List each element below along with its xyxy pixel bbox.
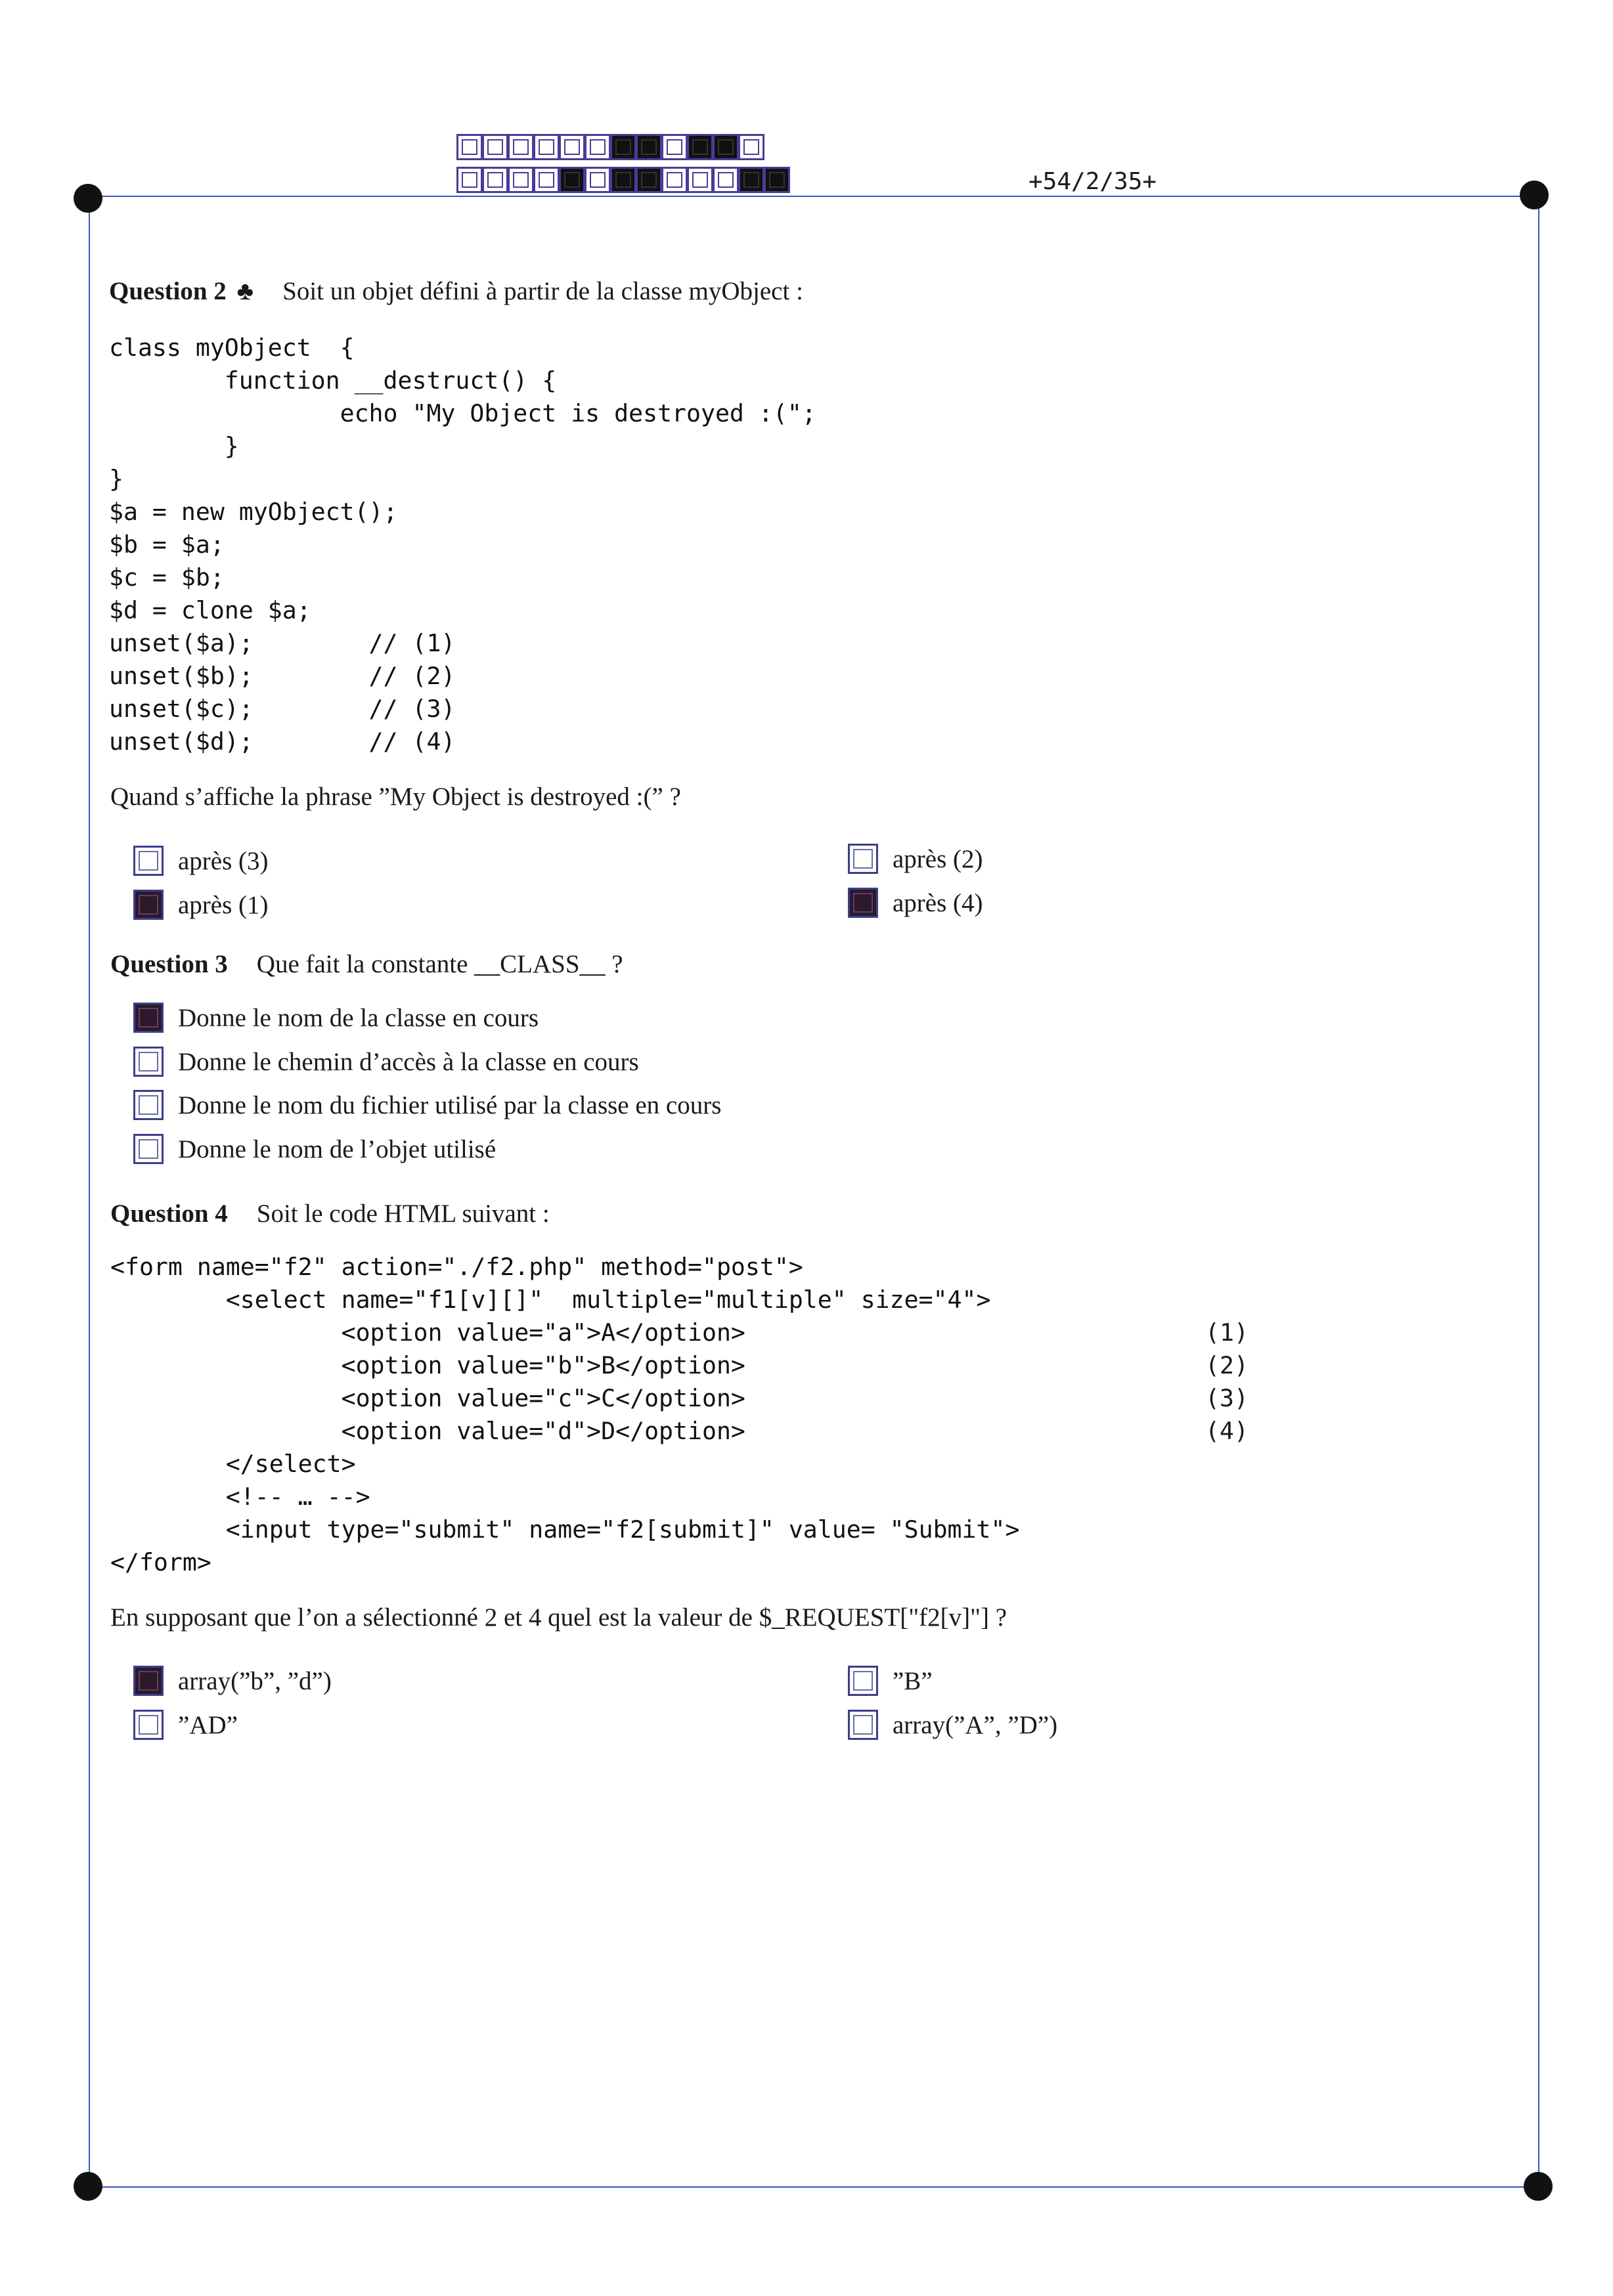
- code-cell: [533, 167, 560, 193]
- code-cell: [456, 167, 483, 193]
- code-cell: [687, 167, 713, 193]
- answer-label: après (4): [893, 888, 983, 917]
- answer-label: Donne le nom de la classe en cours: [178, 1003, 539, 1032]
- code-cell: [636, 134, 662, 160]
- frame-top-line: [89, 196, 1534, 197]
- line-marker-3: (3): [1205, 1384, 1248, 1412]
- q4-answer-4[interactable]: [848, 1710, 1057, 1740]
- answer-label: ”AD”: [178, 1710, 238, 1739]
- code-cell: [661, 167, 688, 193]
- answer-label: array(”b”, ”d”): [178, 1666, 332, 1695]
- code-cell: [738, 167, 764, 193]
- q3-answer-2[interactable]: [133, 1047, 639, 1077]
- q2-answer-3[interactable]: [848, 844, 983, 874]
- q2-answer-2[interactable]: [133, 890, 269, 920]
- question-4-text: Soit le code HTML suivant :: [256, 1200, 550, 1228]
- question-2-heading: [109, 276, 803, 306]
- binary-code-row-top: [456, 134, 764, 160]
- code-cell: [533, 134, 560, 160]
- answer-label: Donne le chemin d’accès à la classe en cours: [178, 1047, 639, 1076]
- code-cell: [585, 167, 611, 193]
- q4-answer-2[interactable]: [133, 1710, 238, 1740]
- checkbox[interactable]: [133, 1003, 164, 1033]
- checkbox[interactable]: [133, 1134, 164, 1164]
- answer-label: ”B”: [893, 1666, 933, 1695]
- checkbox[interactable]: [133, 1666, 164, 1696]
- question-4-prompt: En supposant que l’on a sélectionné 2 et 4 quel est la valeur de $_REQUEST["f2[v]"] ?: [110, 1603, 1007, 1632]
- code-cell: [610, 134, 636, 160]
- checkbox[interactable]: [848, 1666, 878, 1696]
- q4-answer-3[interactable]: [848, 1666, 933, 1696]
- checkbox[interactable]: [133, 1090, 164, 1120]
- checkbox[interactable]: [848, 1710, 878, 1740]
- answer-label: après (2): [893, 844, 983, 873]
- code-cell: [482, 134, 508, 160]
- question-3-heading: [110, 949, 623, 979]
- question-2-label: Question 2 ♣: [109, 277, 254, 305]
- line-marker-2: (2): [1205, 1351, 1248, 1379]
- checkbox[interactable]: [133, 890, 164, 920]
- answer-label: après (1): [178, 890, 269, 919]
- answer-label: Donne le nom du fichier utilisé par la classe en cours: [178, 1091, 722, 1119]
- q2-answer-4[interactable]: [848, 888, 983, 918]
- q3-answer-4[interactable]: [133, 1134, 496, 1164]
- code-cell: [508, 134, 534, 160]
- question-2-text: Soit un objet défini à partir de la classe myObject :: [282, 277, 803, 305]
- q4-answer-1[interactable]: [133, 1666, 332, 1696]
- q2-answer-1[interactable]: [133, 846, 269, 876]
- checkbox[interactable]: [133, 1047, 164, 1077]
- checkbox[interactable]: [133, 846, 164, 876]
- line-marker-1: (1): [1205, 1318, 1248, 1347]
- code-cell: [508, 167, 534, 193]
- code-cell: [559, 134, 585, 160]
- code-cell: [610, 167, 636, 193]
- question-2-prompt: Quand s’affiche la phrase ”My Object is destroyed :(” ?: [110, 783, 681, 811]
- question-4-label: Question 4: [110, 1200, 228, 1228]
- question-3-label: Question 3: [110, 950, 228, 978]
- question-3-text: Que fait la constante __CLASS__ ?: [256, 950, 623, 978]
- checkbox[interactable]: [848, 844, 878, 874]
- corner-marker-bottom-right: [1524, 2172, 1553, 2201]
- frame-left-line: [89, 196, 90, 2188]
- q3-answer-1[interactable]: [133, 1003, 539, 1033]
- code-cell: [713, 167, 739, 193]
- question-4-code: <form name="f2" action="./f2.php" method="post"> <select name="f1[v][]" multiple="multiple" size="4"> <option value="a">A</option> <option value="b">B</option> <option value="c">C</option> <option value="d">D</option> </select> <!-- … --> <input type="submit" name="f2[submit]" value= "Submit"> </form>: [110, 1253, 1020, 1576]
- code-cell: [585, 134, 611, 160]
- answer-label: array(”A”, ”D”): [893, 1710, 1058, 1739]
- question-4-heading: [110, 1199, 550, 1228]
- code-cell: [636, 167, 662, 193]
- corner-marker-top-right: [1520, 181, 1549, 209]
- code-cell: [456, 134, 483, 160]
- frame-bottom-line: [89, 2186, 1540, 2188]
- checkbox[interactable]: [133, 1710, 164, 1740]
- checkbox[interactable]: [848, 888, 878, 918]
- answer-label: Donne le nom de l’objet utilisé: [178, 1135, 497, 1163]
- q3-answer-3[interactable]: [133, 1090, 721, 1120]
- code-cell: [559, 167, 585, 193]
- code-cell: [738, 134, 764, 160]
- page-id: +54/2/35+: [1028, 168, 1157, 195]
- club-icon: ♣: [236, 277, 254, 305]
- code-cell: [661, 134, 688, 160]
- corner-marker-bottom-left: [74, 2172, 102, 2201]
- code-cell: [482, 167, 508, 193]
- question-2-code: class myObject { function __destruct() { echo "My Object is destroyed :("; } } $a = new myObject(); $b = $a; $c = $b; $d = clone $a; unset($a); // (1) unset($b); // (2) unset($c); // (3) unset($d); // (4): [109, 334, 816, 756]
- frame-right-line: [1538, 196, 1539, 2188]
- code-cell: [764, 167, 790, 193]
- code-cell: [713, 134, 739, 160]
- answer-label: après (3): [178, 846, 269, 875]
- code-cell: [687, 134, 713, 160]
- corner-marker-top-left: [74, 184, 102, 213]
- binary-code-row-bottom: [456, 167, 789, 193]
- line-marker-4: (4): [1205, 1417, 1248, 1445]
